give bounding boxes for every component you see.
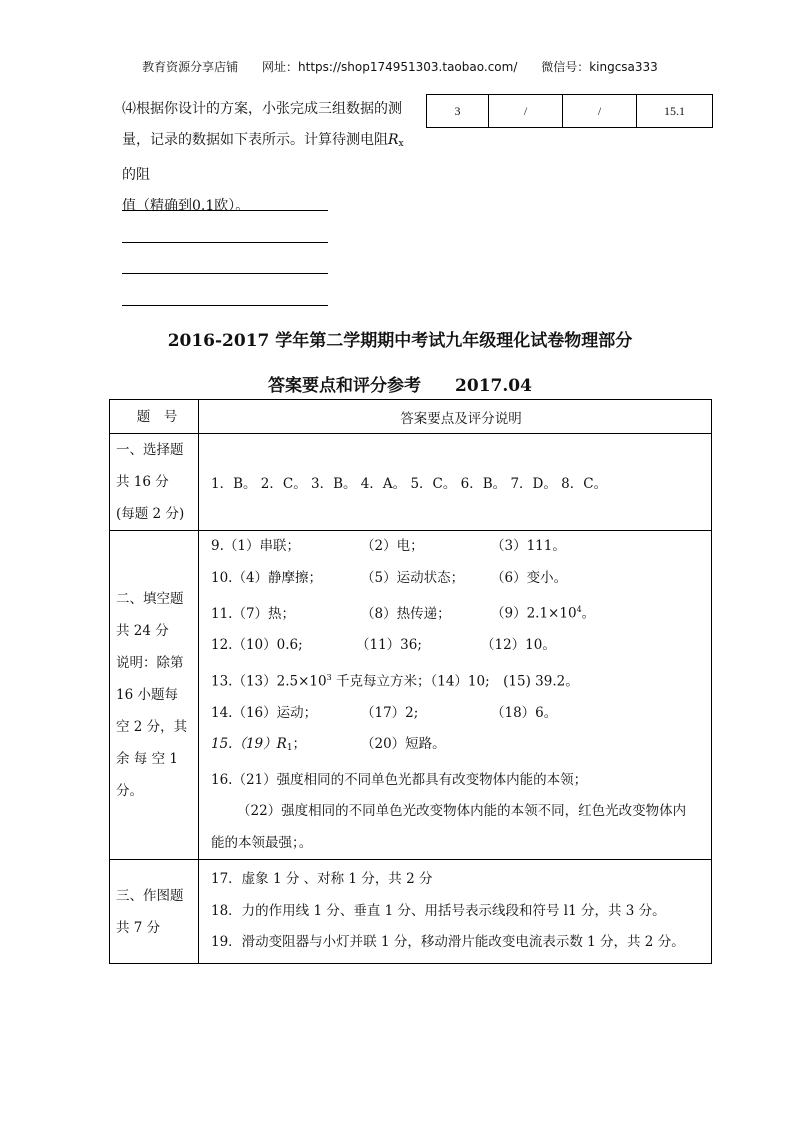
answer-date: 2017.04 [455, 376, 532, 396]
answer-blank-line [122, 210, 328, 211]
table-row-section2 [110, 531, 712, 860]
table-row [427, 95, 713, 128]
q4-line1: ⑷根据你设计的方案，小张完成三组数据的测 [122, 101, 402, 117]
page-header [0, 58, 800, 75]
answer-line: 16.（21）强度相同的不同单色光都具有改变物体内能的本领； [211, 771, 588, 788]
answer-title: 答案要点和评分参考 2017.04 [268, 376, 532, 396]
answer-line: 11.（7）热； （8）热传递； $(9)2.1\times 10^4$。 [211, 605, 596, 622]
header-question-no: 题 号 [110, 400, 199, 434]
shop-url: 网址：https://shop174951303.taobao.com/ [262, 60, 518, 74]
section3-label: 三、作图题 共 7 分 [110, 860, 199, 964]
answer-line: 9.（1）串联； （2）电； （3）111。 [211, 538, 566, 554]
table-cell: 3 [427, 95, 489, 128]
table-header-row [110, 400, 712, 434]
section2-answers [199, 531, 712, 860]
answer-blank-line [122, 273, 328, 274]
answer-line: 17．虚象 1 分 、对称 1 分，共 2 分 [211, 871, 433, 888]
shop-name: 教育资源分享店铺 [142, 60, 239, 74]
answer-line: 12.（10）0.6; （11）36; （12）10。 [211, 637, 556, 653]
table-cell: 15.1 [637, 95, 713, 128]
resistor-symbol: R [388, 132, 399, 148]
answer-table [109, 399, 712, 964]
section1-answer: 1．B。 2．C。 3．B。 4．A。 5．C。 6．B。 7．D。 8．C。 [199, 434, 712, 531]
answer-line: $15.(19)R_1$； （20）短路。 [211, 736, 446, 753]
answer-blank-line [122, 305, 328, 306]
section2-label: 二、填空题 共 24 分 说明：除第 16 小题每 空 2 分，其 余 每 空 1 分。 [110, 531, 199, 860]
table-row-section3 [110, 860, 712, 964]
table-cell: / [563, 95, 637, 128]
question-4 [122, 94, 414, 222]
exam-title: 2016-2017 学年第二学期期中考试九年级理化试卷物理部分 [167, 331, 633, 351]
header-explanation: 答案要点及评分说明 [199, 400, 712, 434]
measurement-table [426, 94, 713, 128]
table-row-section1 [110, 434, 712, 531]
section3-answers [199, 860, 712, 964]
answer-line: 能的本领最强；。 [211, 834, 313, 851]
q4-line2: 量，记录的数据如下表所示。计算待测电阻$R_x$的阻 [122, 132, 404, 183]
answer-line: $13.(13)2.5\times 10^3$ 千克每立方米；（14）10; (15) 39.2。 [211, 672, 579, 689]
answer-line: 18．力的作用线 1 分、垂直 1 分、用括号表示线段和符号 l1 分，共 3 分。 [211, 902, 666, 919]
answer-line: 14.（16）运动； （17）2; （18）6。 [211, 704, 558, 721]
answer-line: 19．滑动变阻器与小灯并联 1 分，移动滑片能改变电流表示数 1 分，共 2 分。 [211, 934, 685, 951]
wechat-id: 微信号：kingcsa333 [541, 60, 658, 74]
q4-line3: 值（精确到0.1欧）。 [122, 198, 250, 214]
answer-line: （22）强度相同的不同单色光改变物体内能的本领不同，红色光改变物体内 [237, 803, 687, 819]
answer-blank-line [122, 242, 328, 243]
answer-line: 10.（4）静摩擦； （5）运动状态； （6）变小。 [211, 569, 568, 586]
table-cell: / [489, 95, 563, 128]
section1-label: 一、选择题 共 16 分 (每题 2 分) [110, 434, 199, 531]
